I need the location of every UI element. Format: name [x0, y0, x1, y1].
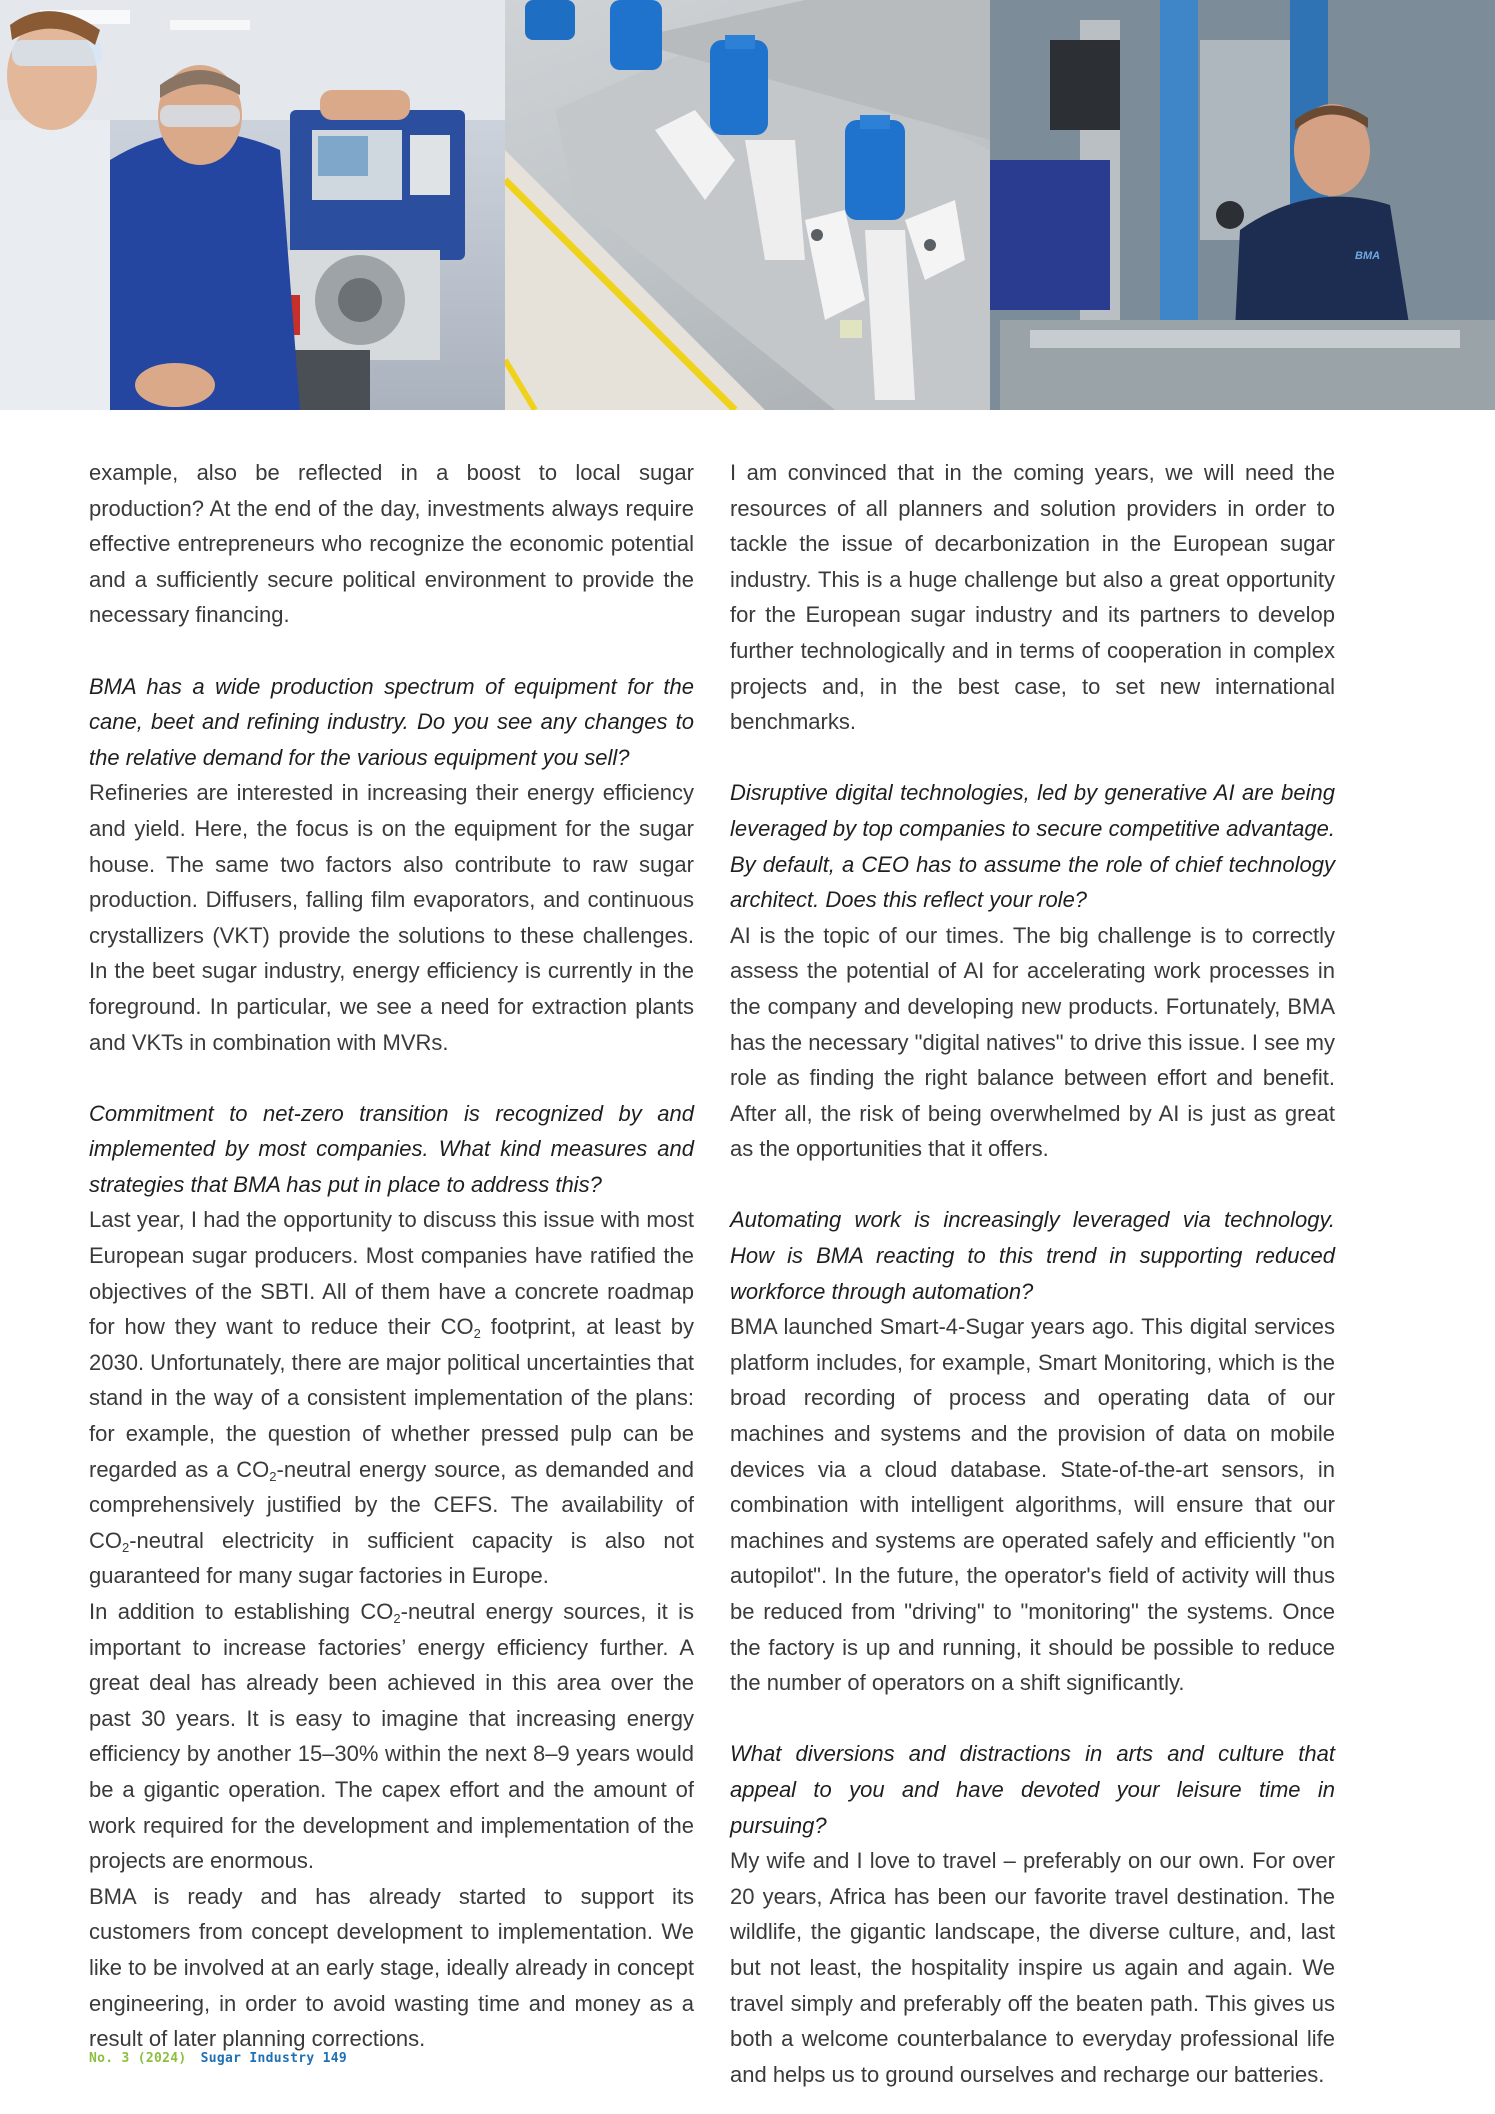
answer-equipment-demand: Refineries are interested in increasing their energy efficiency and yield. Here, the focus is on the equipment for the sugar house. The same two factors also contribute to raw sugar production. Diffusers, falling film evaporators, and continuous crystallizers (VKT) provide the solutions to these challenges. In the beet sugar industry, energy efficiency is currently in the foreground. In particular, we see a need for extraction plants and VKTs in combination with MVRs.	[89, 780, 694, 1055]
question-net-zero: Commitment to net-zero transition is recognized by and implemented by most companies. What kind measures and strategies that BMA has put in place to address this?	[89, 1100, 694, 1197]
text-run: Last year, I had the opportunity to discuss this issue with most European sugar producers. Most companies have ratified the objectives of the SBTI. All of them have a concrete roadmap for how they want to reduce their CO	[89, 1207, 694, 1340]
answer-net-zero	[89, 1202, 694, 1594]
workshop-photo	[0, 0, 505, 410]
answer-leisure: My wife and I love to travel – preferably on our own. For over 20 years, Africa has been our favorite travel destination. The wildlife, the gigantic landscape, the diverse culture, and, last but not least, the hospitality inspire us again and again. We travel simply and preferably off the beaten path. This gives us both a welcome counterbalance to everyday professional life and helps us to ground ourselves and recharge our batteries.	[730, 1848, 1335, 2087]
text-run: footprint, at least by 2030. Unfortunately, there are major political uncertainties that stand in the way of a consistent implementation of the plans: for example, the question of whether pressed pulp can be regarded as a CO	[89, 1314, 694, 1482]
answer-automation: BMA launched Smart-4-Sugar years ago. This digital services platform includes, for example, Smart Monitoring, which is the broad recording of process and operating data of our machines and systems and the provision of data on mobile devices via a cloud database. State-of-the-art sensors, in combination with intelligent algorithms, will ensure that our machines and systems are operated safely and efficiently "on autopilot". In the future, the operator's field of activity will thus be reduced from "driving" to "monitoring" the systems. Once the factory is up and running, it should be possible to reduce the number of operators on a shift significantly.	[730, 1314, 1335, 1696]
co2-subscript: 2	[473, 1326, 481, 1342]
co2-subscript: 2	[269, 1468, 277, 1484]
question-generative-ai: Disruptive digital technologies, led by generative AI are being leveraged by top companies to secure competitive advantage. By default, a CEO has to assume the role of chief technology architect. Does this reflect your role?	[730, 780, 1335, 913]
page-footer	[89, 2051, 347, 2066]
text-run: In addition to establishing CO	[89, 1599, 394, 1624]
co2-subscript: 2	[393, 1611, 401, 1626]
paragraph-energy-efficiency	[89, 1594, 694, 1879]
text-run: -neutral energy source, as demanded and comprehensively justified by the CEFS. The availability of CO	[89, 1456, 695, 1553]
text-run: -neutral electricity in sufficient capacity is also not guaranteed for many sugar factories in Europe.	[89, 1527, 694, 1589]
centrifuge-machines-photo	[505, 0, 990, 410]
answer-generative-ai: AI is the topic of our times. The big challenge is to correctly assess the potential of AI for accelerating work processes in the company and developing new products. Fortunately, BMA has the necessary "digital natives" to drive this issue. I see my role as finding the right balance between effort and benefit. After all, the risk of being overwhelmed by AI is just as great as the opportunities that it offers.	[730, 922, 1336, 1162]
bma-shirt-logo: BMA	[1355, 250, 1381, 262]
photo-strip	[0, 0, 1495, 410]
co2-subscript: 2	[122, 1539, 130, 1555]
paragraph-bma-support: BMA is ready and has already started to support its customers from concept development to implementation. We like to be involved at an early stage, ideally already in concept engineering, in order to avoid wasting time and money as a result of later planning corrections.	[89, 1883, 694, 2052]
factory-worker-photo	[990, 0, 1495, 410]
issue-number: No. 3 (2024)	[89, 2051, 187, 2066]
paragraph-decarbonization: I am convinced that in the coming years, we will need the resources of all planners and solution providers in order to tackle the issue of decarbonization in the European sugar industry. This is a huge challenge but also a great opportunity for the European sugar industry and its partners to develop further technologically and in terms of cooperation in complex projects and, in the best case, to set new international benchmarks.	[730, 460, 1335, 735]
paragraph-intro-continued: example, also be reflected in a boost to local sugar production? At the end of the day, investments always require effective entrepreneurs who recognize the economic potential and a sufficiently secure political environment to provide the necessary financing.	[89, 460, 694, 628]
publication-page: Sugar Industry 149	[200, 2051, 347, 2066]
right-column	[730, 455, 1335, 2092]
left-column	[89, 455, 694, 2057]
question-equipment-demand: BMA has a wide production spectrum of equipment for the cane, beet and refining industry. Do you see any changes to the relative demand for the various equipment you sell?	[89, 673, 694, 770]
question-leisure: What diversions and distractions in arts and culture that appeal to you and have devoted your leisure time in pursuing?	[730, 1741, 1335, 1838]
question-automation: Automating work is increasingly leveraged via technology. How is BMA reacting to this trend in supporting reduced workforce through automation?	[730, 1207, 1335, 1304]
text-run: -neutral energy sources, it is important to increase factories’ energy efficiency further. A great deal has already been achieved in this area over the past 30 years. It is easy to imagine that increasing energy efficiency by another 15–30% within the next 8–9 years would be a gigantic operation. The capex effort and the amount of work required for the development and implementation of the projects are enormous.	[89, 1599, 694, 1874]
